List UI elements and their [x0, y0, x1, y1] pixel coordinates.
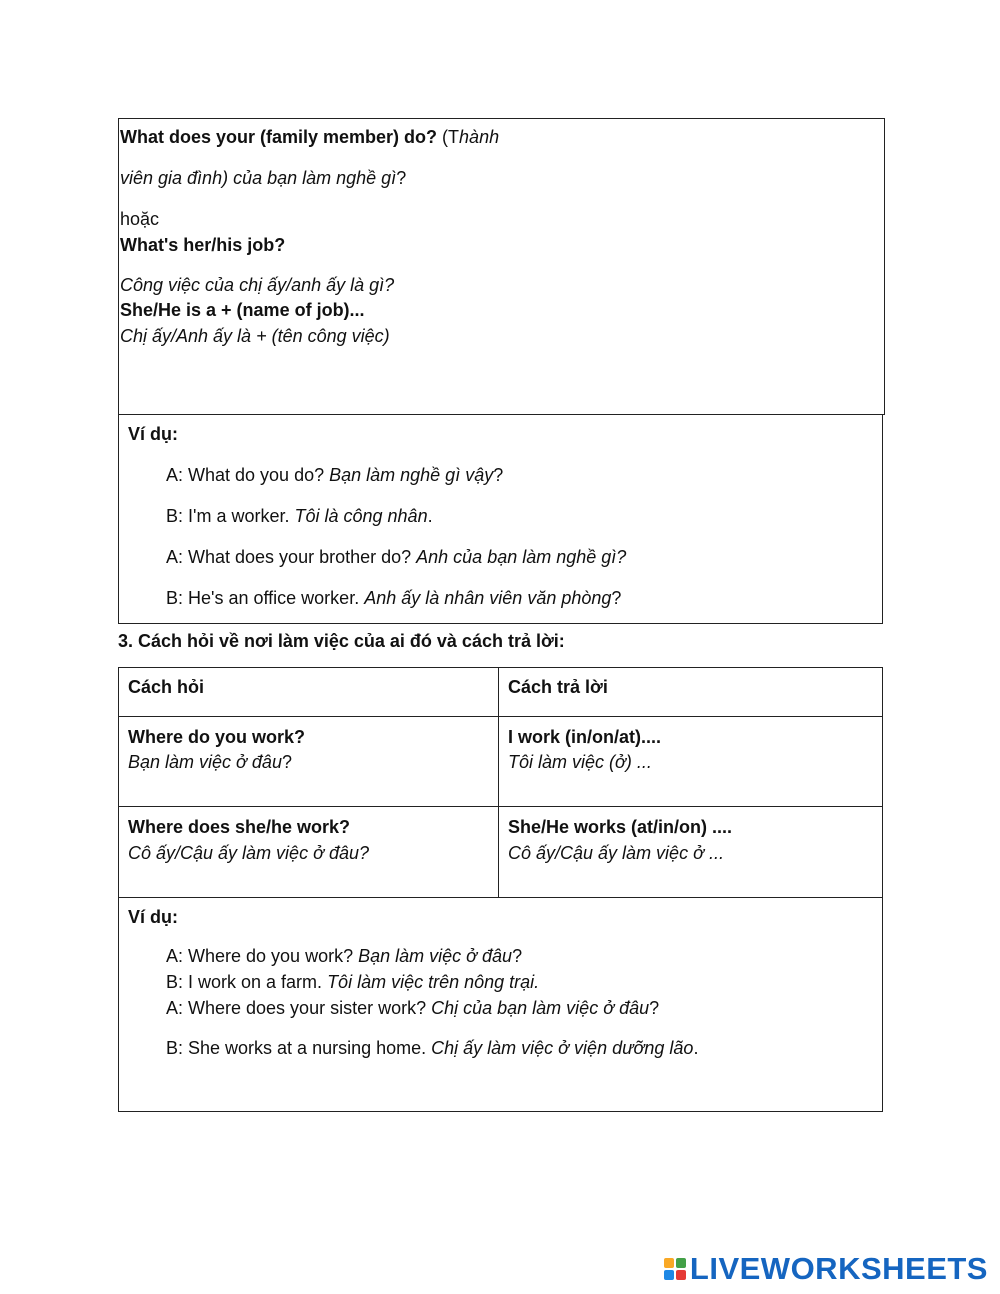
table-example-title: Ví dụ: — [128, 907, 178, 927]
ex1-text: A: What do you do? — [166, 465, 330, 485]
logo-square-1 — [664, 1258, 674, 1268]
row1-question-vn — [128, 752, 292, 773]
e3-italic: Chị của bạn làm việc ở đâu — [431, 998, 650, 1018]
box1-italic-2: viên gia đình) của bạn làm nghề gì — [120, 168, 397, 188]
e2-italic: Tôi làm việc trên nông trại. — [327, 972, 540, 992]
box2-example-1 — [166, 465, 503, 486]
row1-question-bold: Where do you work? — [128, 727, 306, 747]
ex4-text: B: He's an office worker. — [166, 588, 365, 608]
box1-line1 — [120, 127, 499, 148]
box1-line4: What's her/his job? — [120, 235, 286, 255]
table-divider-vertical — [498, 667, 499, 898]
section3-heading: 3. Cách hỏi về nơi làm việc của ai đó và cách trả lời: — [118, 631, 565, 651]
ex2-italic: Tôi là công nhân — [294, 506, 428, 526]
row2-answer-bold: She/He works (at/in/on) .... — [508, 817, 733, 837]
e4-end: . — [693, 1038, 699, 1058]
row1-answer-vn: Tôi làm việc (ở) ... — [508, 752, 652, 772]
e1-text: A: Where do you work? — [166, 946, 359, 966]
liveworksheets-logo — [664, 1252, 988, 1286]
table-divider-row2 — [118, 806, 883, 807]
ex3-text: A: What does your brother do? — [166, 547, 417, 567]
box1-line6: She/He is a + (name of job)... — [120, 300, 365, 320]
logo-mark-icon — [664, 1258, 686, 1280]
table-example-3 — [166, 998, 659, 1019]
logo-square-3 — [664, 1270, 674, 1280]
ex4-end: ? — [611, 588, 622, 608]
box2-example-2 — [166, 506, 433, 527]
row1-answer-bold: I work (in/on/at).... — [508, 727, 661, 747]
e1-end: ? — [512, 946, 523, 966]
box1-paren: (T — [437, 127, 460, 147]
e4-text: B: She works at a nursing home. — [166, 1038, 432, 1058]
logo-square-2 — [676, 1258, 686, 1268]
box2-title: Ví dụ: — [128, 424, 178, 444]
ex1-end: ? — [493, 465, 504, 485]
logo-square-4 — [676, 1270, 686, 1280]
ex4-italic: Anh ấy là nhân viên văn phòng — [364, 588, 612, 608]
box1-italic-1: hành — [459, 127, 500, 147]
table-example-4 — [166, 1038, 698, 1059]
e2-text: B: I work on a farm. — [166, 972, 328, 992]
box1-l2-end: ? — [396, 168, 407, 188]
table-divider-row3 — [118, 897, 883, 898]
row1-q-end: ? — [281, 752, 292, 772]
e4-italic: Chị ấy làm việc ở viện dưỡng lão — [431, 1038, 694, 1058]
box2-example-4 — [166, 588, 621, 609]
table-example-2 — [166, 972, 539, 993]
box1-line5: Công việc của chị ấy/anh ấy là gì? — [120, 275, 395, 295]
row1-q-italic: Bạn làm việc ở đâu — [128, 752, 282, 772]
table-header-question: Cách hỏi — [128, 677, 205, 697]
row2-question-bold: Where does she/he work? — [128, 817, 351, 837]
ex3-italic: Anh của bạn làm nghề gì? — [416, 547, 627, 567]
e3-end: ? — [649, 998, 660, 1018]
ex2-end: . — [427, 506, 433, 526]
table-header-answer: Cách trả lời — [508, 677, 608, 697]
e3-text: A: Where does your sister work? — [166, 998, 432, 1018]
row2-question-vn: Cô ấy/Cậu ấy làm việc ở đâu? — [128, 843, 369, 863]
box1-question-bold: What does your (family member) do? — [120, 127, 438, 147]
box1-line2 — [120, 168, 406, 189]
table-example-1 — [166, 946, 522, 967]
table-divider-row1 — [118, 716, 883, 717]
grammar-box-job-question — [118, 118, 885, 415]
logo-text: LIVEWORKSHEETS — [689, 1251, 988, 1286]
e1-italic: Bạn làm việc ở đâu — [358, 946, 513, 966]
ex1-italic: Bạn làm nghề gì vậy — [329, 465, 494, 485]
box2-example-3 — [166, 547, 626, 568]
ex2-text: B: I'm a worker. — [166, 506, 295, 526]
row2-answer-vn: Cô ấy/Cậu ấy làm việc ở ... — [508, 843, 724, 863]
box1-line3: hoặc — [120, 209, 160, 229]
box1-line7: Chị ấy/Anh ấy là + (tên công việc) — [120, 326, 390, 346]
